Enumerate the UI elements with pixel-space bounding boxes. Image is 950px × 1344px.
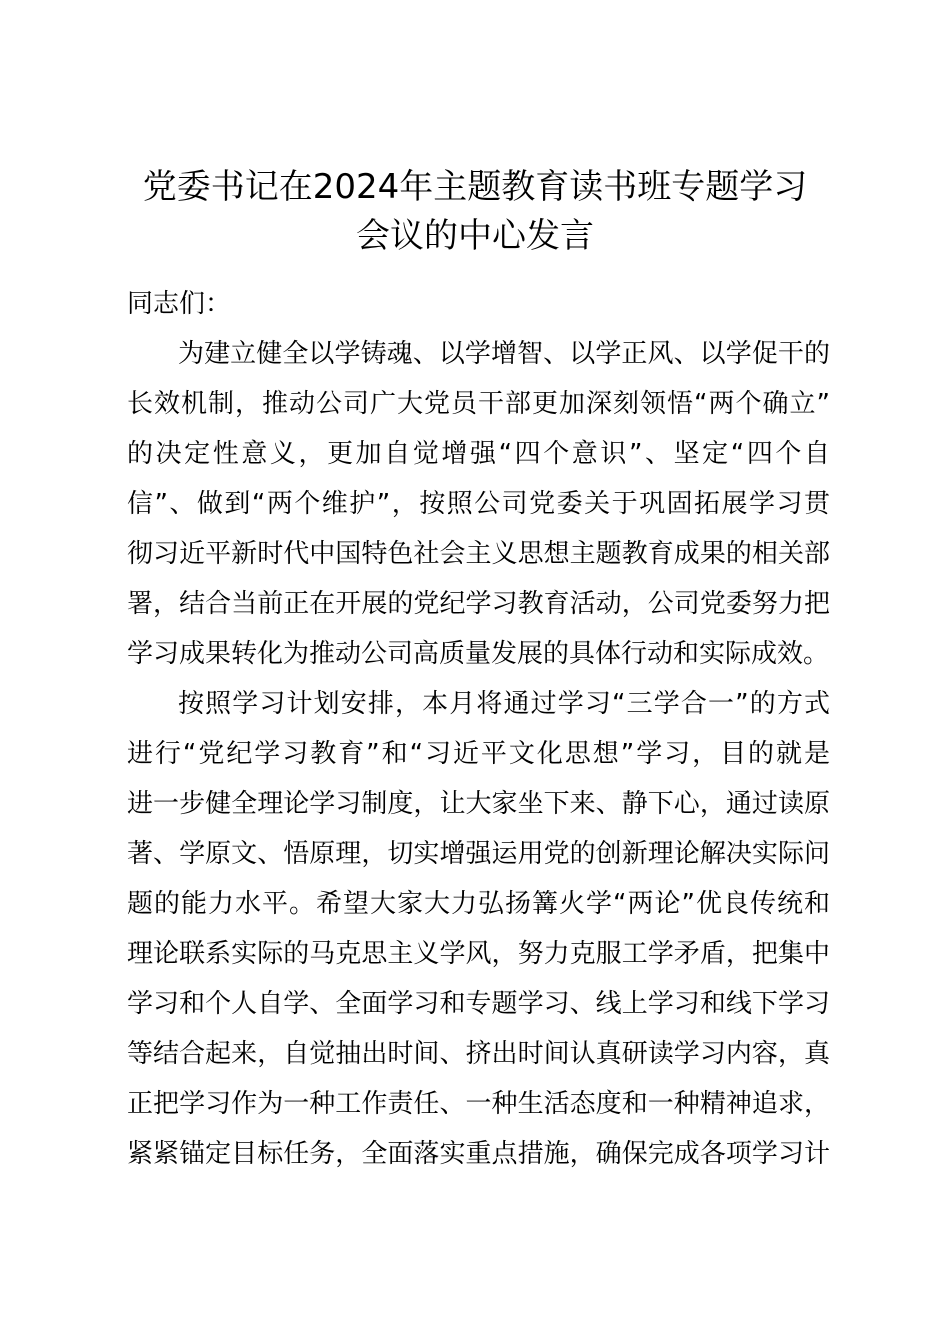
greeting: 同志们： [127,289,232,319]
text-line: 紧紧锚定目标任务，全面落实重点措施，确保完成各项学习计 [127,1139,830,1169]
text-line: 学习成果转化为推动公司高质量发展的具体行动和实际成效。 [127,639,830,669]
text-line: 题的能力水平。希望大家大力弘扬篝火学“两论”优良传统和 [127,889,830,919]
text-line: 著、学原文、悟原理，切实增强运用党的创新理论解决实际问 [127,839,830,869]
text-line: 长效机制，推动公司广大党员干部更加深刻领悟“两个确立” [127,389,830,419]
text-line: 按照学习计划安排，本月将通过学习“三学合一”的方式 [178,689,830,719]
text-line: 正把学习作为一种工作责任、一种生活态度和一种精神追求， [127,1089,830,1119]
text-line: 为建立健全以学铸魂、以学增智、以学正风、以学促干的 [178,339,830,369]
text-line: 进行“党纪学习教育”和“习近平文化思想”学习，目的就是 [127,739,830,769]
text-line: 的决定性意义，更加自觉增强“四个意识”、坚定“四个自 [127,439,830,469]
text-line: 理论联系实际的马克思主义学风，努力克服工学矛盾，把集中 [127,939,830,969]
title-line: 会议的中心发言 [356,216,594,256]
text-line: 进一步健全理论学习制度，让大家坐下来、静下心，通过读原 [127,789,830,819]
text-line: 学习和个人自学、全面学习和专题学习、线上学习和线下学习 [127,989,830,1019]
title-line: 党委书记在2024年主题教育读书班专题学习 [142,167,808,207]
text-line: 彻习近平新时代中国特色社会主义思想主题教育成果的相关部 [127,539,830,569]
text-line: 信”、做到“两个维护”，按照公司党委关于巩固拓展学习贯 [127,489,830,519]
document-title [100,163,850,261]
text-line: 署，结合当前正在开展的党纪学习教育活动，公司党委努力把 [127,589,830,619]
text-line: 等结合起来，自觉抽出时间、挤出时间认真研读学习内容，真 [127,1039,830,1069]
